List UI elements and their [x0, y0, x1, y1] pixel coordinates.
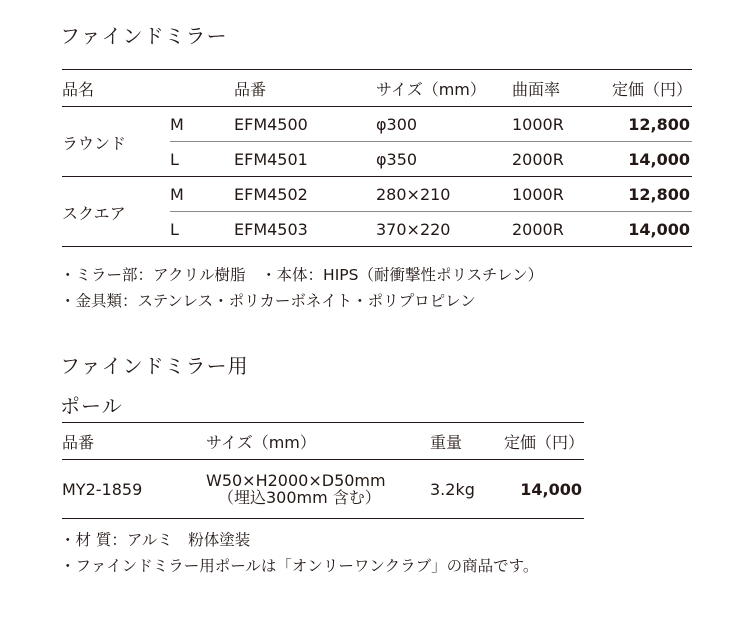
price: 14,000 [500, 460, 584, 519]
header-size: サイズ（mm） [376, 70, 512, 107]
part-number: EFM4501 [234, 142, 376, 177]
size-code: M [170, 177, 234, 212]
pole-section-title-line1: ファインドミラー用 [60, 354, 249, 378]
price: 14,000 [608, 142, 692, 177]
header-product-name: 品名 [62, 70, 234, 107]
dimension: φ300 [376, 107, 512, 142]
pole-table-header [62, 423, 584, 460]
curvature: 1000R [512, 177, 608, 212]
dimension: 370×220 [376, 212, 512, 247]
size-code: M [170, 107, 234, 142]
pole-size [206, 460, 430, 519]
header-price: 定価（円） [608, 70, 692, 107]
dimension: φ350 [376, 142, 512, 177]
header-curvature: 曲面率 [512, 70, 608, 107]
part-number: EFM4502 [234, 177, 376, 212]
dimension: 280×210 [376, 177, 512, 212]
mirror-section-title: ファインドミラー [60, 24, 228, 48]
table-row [62, 177, 692, 212]
mirror-table-header [62, 70, 692, 107]
header-price: 定価（円） [500, 423, 584, 460]
pole-size-line2: （埋込300mm 含む） [218, 488, 381, 507]
part-number: MY2-1859 [62, 460, 206, 519]
curvature: 2000R [512, 212, 608, 247]
group-name-square: スクエア [62, 177, 170, 247]
pole-spec-table [62, 422, 584, 519]
mirror-note-materials: ・ミラー部：アクリル樹脂 ・本体：HIPS（耐衝撃性ポリスチレン） [60, 266, 544, 284]
table-row [62, 107, 692, 142]
pole-note-club: ・ファインドミラー用ポールは「オンリーワンクラブ」の商品です。 [60, 557, 539, 575]
part-number: EFM4503 [234, 212, 376, 247]
table-row [62, 460, 584, 519]
size-code: L [170, 212, 234, 247]
price: 12,800 [608, 177, 692, 212]
price: 14,000 [608, 212, 692, 247]
mirror-spec-table [62, 69, 692, 247]
curvature: 1000R [512, 107, 608, 142]
mirror-note-fittings: ・金具類：ステンレス・ポリカーボネイト・ポリプロピレン [60, 292, 476, 310]
pole-section-title-line2: ポール [60, 394, 123, 418]
pole-size-line1: W50×H2000×D50mm [206, 471, 386, 490]
header-part-number: 品番 [62, 423, 206, 460]
header-part-number: 品番 [234, 70, 376, 107]
price: 12,800 [608, 107, 692, 142]
pole-note-material: ・材 質：アルミ 粉体塗装 [60, 531, 251, 549]
size-code: L [170, 142, 234, 177]
curvature: 2000R [512, 142, 608, 177]
header-weight: 重量 [430, 423, 500, 460]
group-name-round: ラウンド [62, 107, 170, 177]
part-number: EFM4500 [234, 107, 376, 142]
header-size: サイズ（mm） [206, 423, 430, 460]
weight: 3.2kg [430, 460, 500, 519]
